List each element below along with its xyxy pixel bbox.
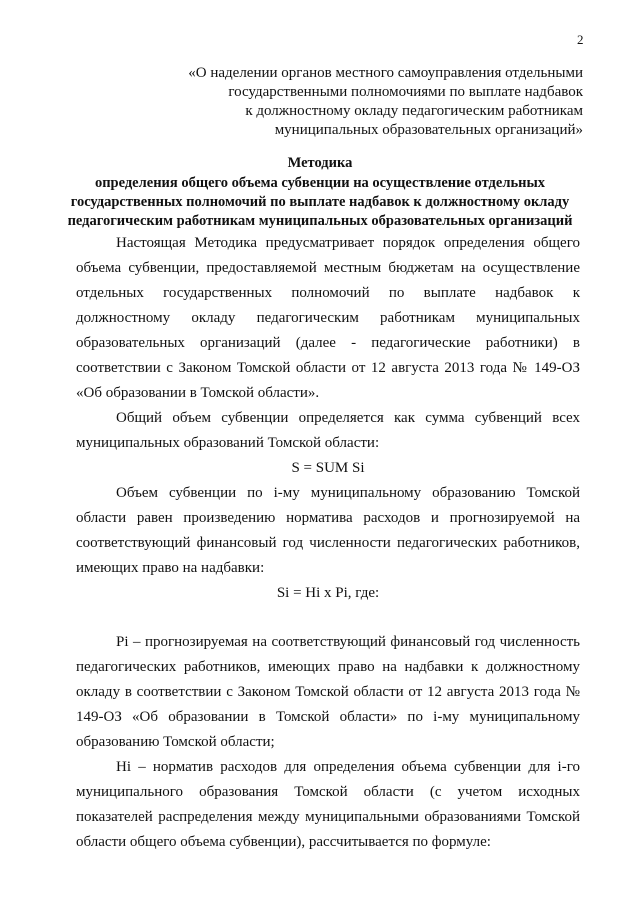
paragraph-pi-definition: Pi – прогнозируемая на соответствующий финансовый год численность педагогических работников, имеющих право на надбавки к должностному окладу в соответствии с Законом Томской области от 12 августа 2013 года № 149-ОЗ «Об образовании в Томской области» по i-му муниципальному образованию Томской области;	[76, 634, 580, 750]
title-sub-line-1: определения общего объема субвенции на осуществление отдельных	[94, 175, 546, 191]
reference-line-3: к должностному окладу педагогическим работникам	[245, 103, 583, 119]
paragraph-municipal-volume: Объем субвенции по i-му муниципальному образованию Томской области равен произведению норматива расходов и прогнозируемой на соответствующий финансовый год численности педагогических работников, имеющих право на надбавки:	[76, 485, 580, 576]
formula-total: S = SUM Si	[291, 460, 365, 476]
paragraph-total-volume: Общий объем субвенции определяется как сумма субвенций всех муниципальных образований Томской области:	[76, 410, 580, 451]
document-title	[64, 154, 576, 231]
paragraph-hi-definition: Hi – норматив расходов для определения объема субвенции для i-го муниципального образования Томской области (с учетом исходных показателей распределения между муниципальными образованиями Томской области общего объема субвенции), рассчитывается по формуле:	[76, 759, 580, 850]
reference-line-1: «О наделении органов местного самоуправления отдельными	[188, 65, 583, 81]
title-sub-line-2: государственных полномочий по выплате надбавок к должностному окладу	[70, 194, 570, 210]
reference-line-4: муниципальных образовательных организаций»	[274, 122, 583, 138]
reference-line-2: государственными полномочиями по выплате надбавок	[228, 84, 583, 100]
page-number: 2	[577, 32, 584, 47]
title-main: Методика	[287, 155, 353, 171]
formula-municipal: Si = Hi x Pi, где:	[276, 585, 380, 601]
title-sub-line-3: педагогическим работникам муниципальных образовательных организаций	[67, 213, 573, 229]
paragraph-intro: Настоящая Методика предусматривает порядок определения общего объема субвенции, предоставляемой местным бюджетам на осуществление отдельных государственных полномочий по выплате надбавок к должностному окладу педагогическим работникам муниципальных образовательных организаций (далее - педагогические работники) в соответствии с Законом Томской области от 12 августа 2013 года № 149-ОЗ «Об образовании в Томской области».	[76, 235, 580, 401]
document-body	[76, 231, 580, 855]
spacer	[76, 606, 580, 630]
document-reference	[188, 64, 583, 140]
